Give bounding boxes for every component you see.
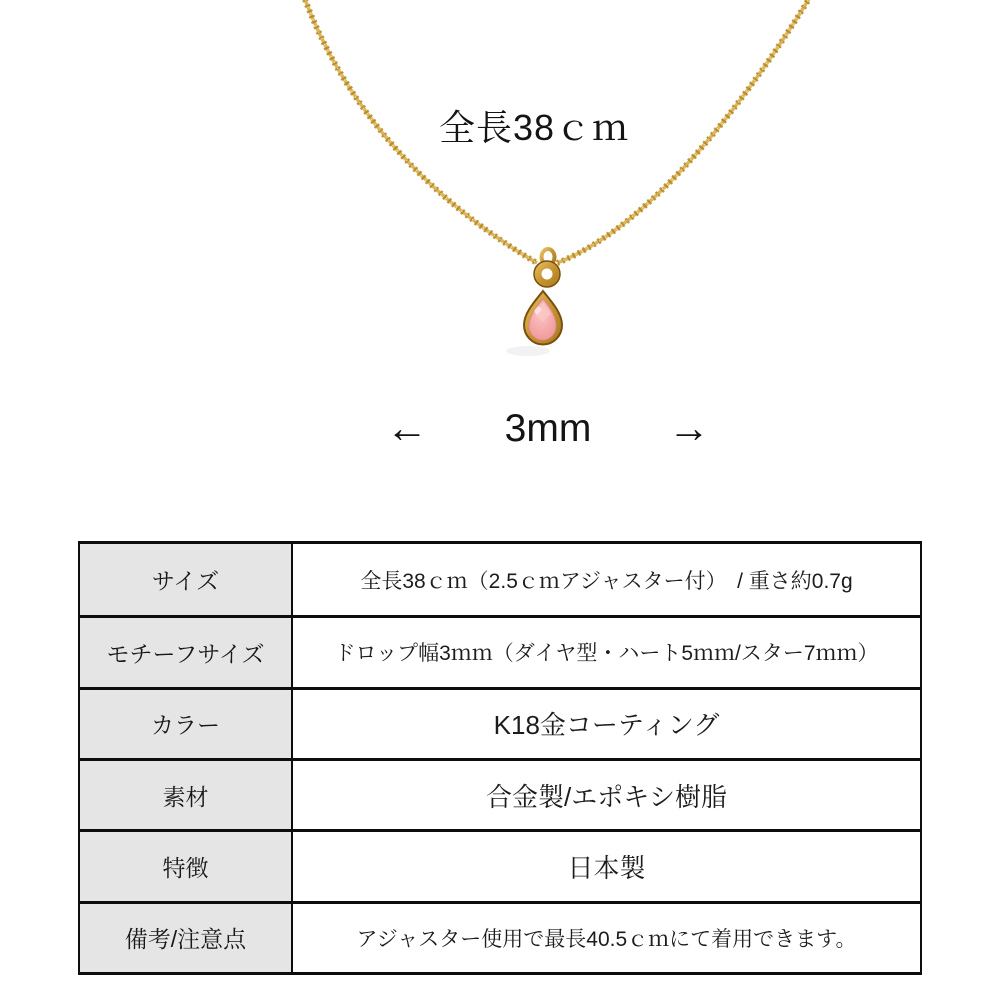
spec-table bbox=[78, 541, 922, 975]
spec-row-label-material: 素材 bbox=[80, 758, 293, 829]
right-arrow-icon: → bbox=[667, 404, 710, 451]
spec-row-value-notes: アジャスター使用で最長40.5ｃｍにて着用できます。 bbox=[293, 901, 920, 972]
pendant-shadow bbox=[506, 346, 550, 356]
spec-row-label-motif-size: モチーフサイズ bbox=[80, 615, 293, 686]
spec-row-label-notes: 備考/注意点 bbox=[80, 901, 293, 972]
spec-row-value-motif-size: ドロップ幅3ｍｍ（ダイヤ型・ハート5ｍｍ/スター7ｍｍ） bbox=[293, 615, 920, 686]
spec-row-value-color: K18金コーティング bbox=[293, 687, 920, 758]
spec-row-value-material: 合金製/エポキシ樹脂 bbox=[293, 758, 920, 829]
spec-row-value-size: 全長38ｃｍ（2.5ｃｍアジャスター付） / 重さ約0.7g bbox=[360, 569, 853, 593]
bail-ring bbox=[534, 261, 560, 287]
spec-row-label-color: カラー bbox=[80, 687, 293, 758]
spec-row-label-size: サイズ bbox=[80, 544, 293, 615]
motif-width-annotation bbox=[386, 402, 710, 454]
spec-row-value-feature: 日本製 bbox=[293, 829, 920, 900]
motif-width-label: 3mm bbox=[504, 406, 592, 450]
length-annotation: 全長38ｃｍ bbox=[438, 107, 630, 148]
left-arrow-icon: ← bbox=[386, 404, 428, 451]
spec-row-label-feature: 特徴 bbox=[80, 829, 293, 900]
